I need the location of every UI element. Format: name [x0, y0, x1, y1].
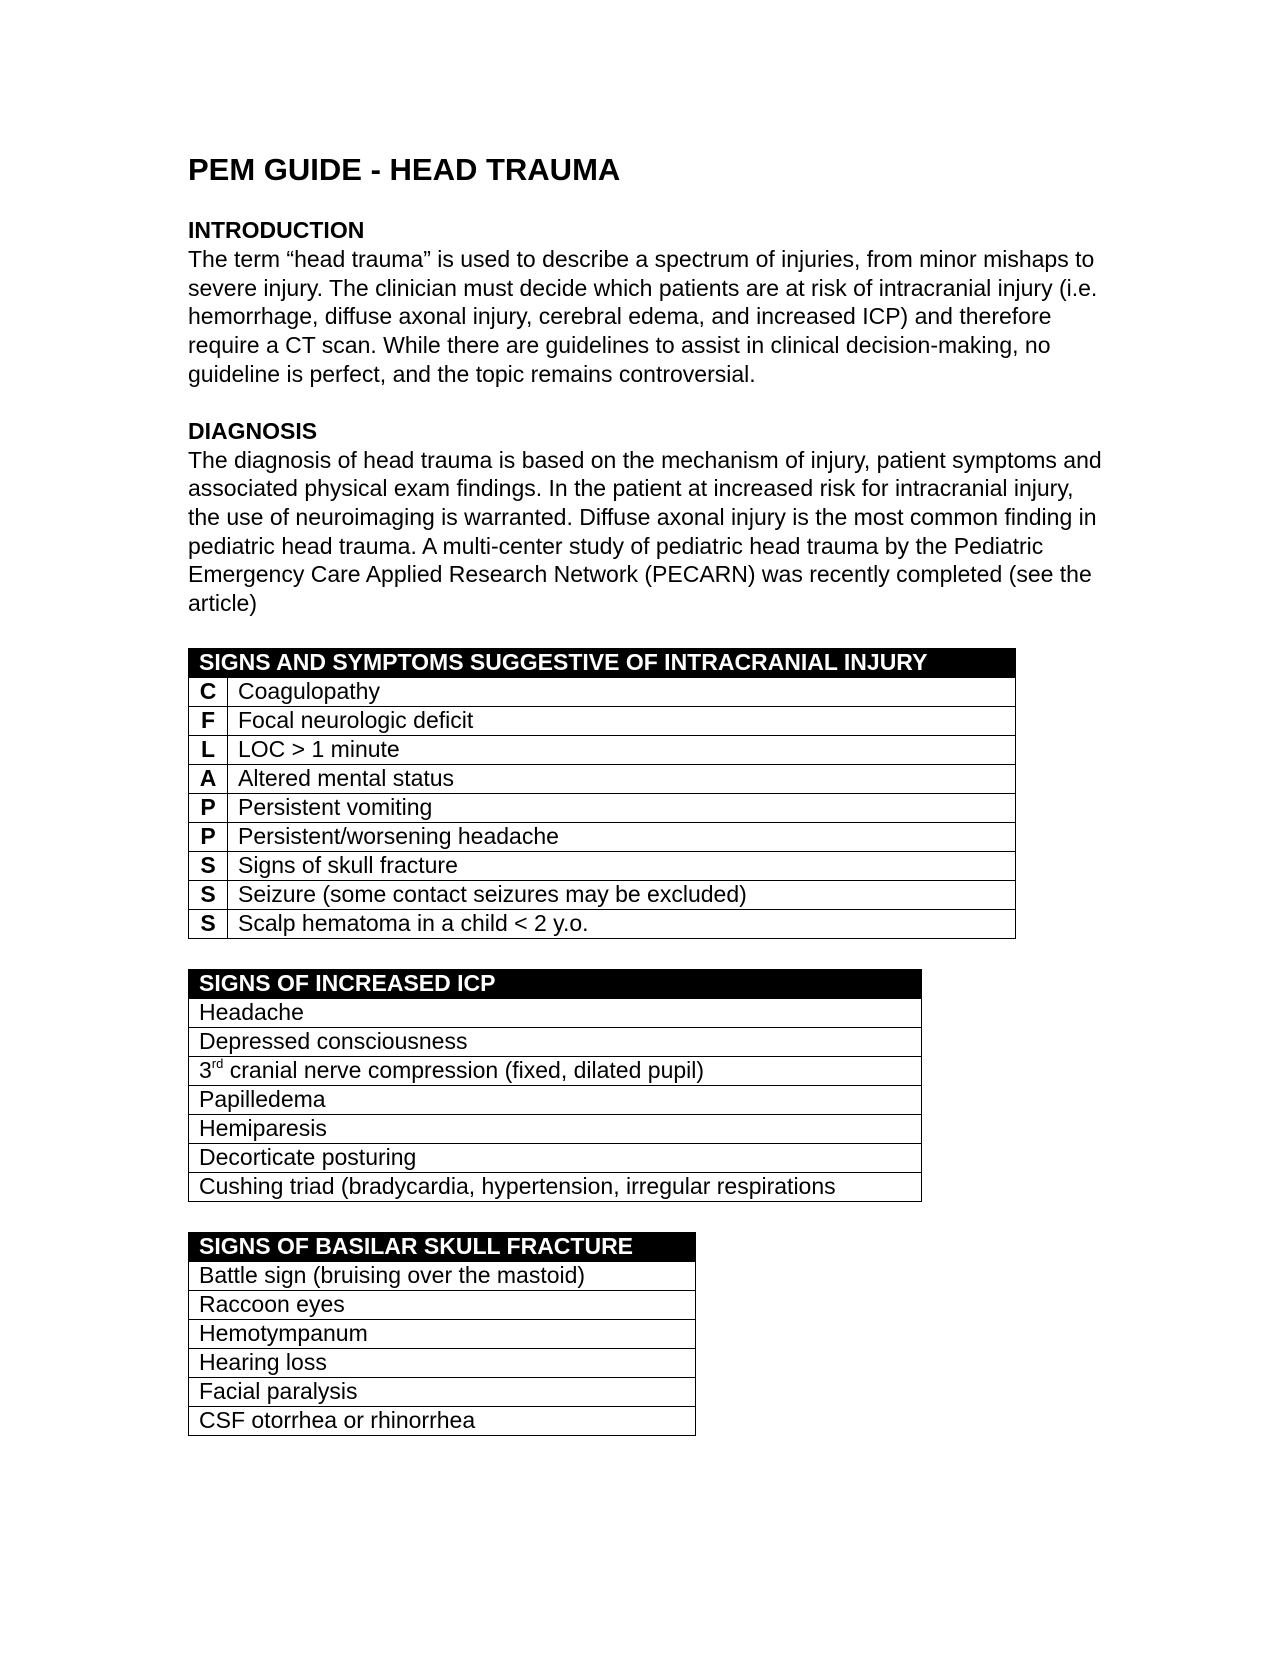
- table-cell: Persistent vomiting: [228, 793, 1016, 822]
- table-cell: Hemiparesis: [189, 1114, 922, 1143]
- ordinal-suffix: rd: [211, 1056, 224, 1072]
- table-row: [189, 1172, 922, 1201]
- introduction-heading: INTRODUCTION: [188, 217, 365, 243]
- table-row: [189, 1261, 696, 1290]
- mnemonic-letter: L: [189, 735, 228, 764]
- table-cell: Signs of skull fracture: [228, 851, 1016, 880]
- table-row: [189, 764, 1016, 793]
- cranial-nerve-text: cranial nerve compression (fixed, dilated pupil): [223, 1057, 705, 1084]
- basilar-skull-fracture-table: [188, 1232, 696, 1436]
- table-cell: Seizure (some contact seizures may be excluded): [228, 880, 1016, 909]
- table-cell: Papilledema: [189, 1085, 922, 1114]
- table-row: [189, 998, 922, 1027]
- table-header: SIGNS OF BASILAR SKULL FRACTURE: [189, 1232, 696, 1261]
- table-cell: [189, 1056, 922, 1085]
- table-cell: Depressed consciousness: [189, 1027, 922, 1056]
- table-cell: Coagulopathy: [228, 677, 1016, 706]
- diagnosis-text: The diagnosis of head trauma is based on the mechanism of injury, patient symptoms and associated physical exam findings. In the patient at increased risk for intracranial injury, the use of neuroimaging is warranted. Diffuse axonal injury is the most common finding in pediatric head trauma. A multi-center study of pediatric head trauma by the Pediatric Emergency Care Applied Research Network (PECARN) was recently completed (see the article): [188, 446, 1102, 617]
- page-title: PEM GUIDE - HEAD TRAUMA: [188, 152, 621, 187]
- table-row: [189, 822, 1016, 851]
- table-cell: Scalp hematoma in a child < 2 y.o.: [228, 909, 1016, 938]
- table-row: [189, 1406, 696, 1435]
- table-cell: Altered mental status: [228, 764, 1016, 793]
- table-header-row: [189, 648, 1016, 677]
- introduction-section: [188, 216, 1108, 389]
- table-row: [189, 1348, 696, 1377]
- table-cell: CSF otorrhea or rhinorrhea: [189, 1406, 696, 1435]
- table-row: [189, 1027, 922, 1056]
- mnemonic-letter: A: [189, 764, 228, 793]
- table-row: [189, 735, 1016, 764]
- table-cell: Battle sign (bruising over the mastoid): [189, 1261, 696, 1290]
- mnemonic-letter: P: [189, 793, 228, 822]
- table-header: SIGNS OF INCREASED ICP: [189, 969, 922, 998]
- table-row: [189, 1114, 922, 1143]
- introduction-text: The term “head trauma” is used to describe a spectrum of injuries, from minor mishaps to severe injury. The clinician must decide which patients are at risk of intracranial injury (i.e. hemorrhage, diffuse axonal injury, cerebral edema, and increased ICP) and therefore require a CT scan. While there are guidelines to assist in clinical decision-making, no guideline is perfect, and the topic remains controversial.: [188, 246, 1098, 387]
- diagnosis-section: [188, 417, 1108, 618]
- table-row: [189, 851, 1016, 880]
- table-header-row: [189, 969, 922, 998]
- table-header: SIGNS AND SYMPTOMS SUGGESTIVE OF INTRACRANIAL INJURY: [189, 648, 1016, 677]
- table-row: [189, 1319, 696, 1348]
- table-row: [189, 1056, 922, 1085]
- table-row: [189, 677, 1016, 706]
- table-cell: Headache: [189, 998, 922, 1027]
- table-row: [189, 880, 1016, 909]
- mnemonic-letter: S: [189, 851, 228, 880]
- mnemonic-letter: C: [189, 677, 228, 706]
- table-cell: Cushing triad (bradycardia, hypertension, irregular respirations: [189, 1172, 922, 1201]
- table-row: [189, 1143, 922, 1172]
- table-row: [189, 1377, 696, 1406]
- table-cell: Decorticate posturing: [189, 1143, 922, 1172]
- mnemonic-letter: S: [189, 909, 228, 938]
- table-row: [189, 706, 1016, 735]
- table-cell: LOC > 1 minute: [228, 735, 1016, 764]
- table-row: [189, 909, 1016, 938]
- table-cell: Facial paralysis: [189, 1377, 696, 1406]
- table-cell: Persistent/worsening headache: [228, 822, 1016, 851]
- table-cell: Hemotympanum: [189, 1319, 696, 1348]
- ordinal-number: 3: [199, 1057, 212, 1084]
- table-cell: Raccoon eyes: [189, 1290, 696, 1319]
- table-cell: Focal neurologic deficit: [228, 706, 1016, 735]
- table-row: [189, 1085, 922, 1114]
- diagnosis-heading: DIAGNOSIS: [188, 417, 318, 444]
- table-cell: Hearing loss: [189, 1348, 696, 1377]
- table-header-row: [189, 1232, 696, 1261]
- mnemonic-letter: P: [189, 822, 228, 851]
- mnemonic-letter: S: [189, 880, 228, 909]
- table-row: [189, 793, 1016, 822]
- mnemonic-letter: F: [189, 706, 228, 735]
- increased-icp-table: [188, 969, 922, 1202]
- document-page: [188, 150, 1108, 1436]
- intracranial-injury-table: [188, 648, 1016, 939]
- table-row: [189, 1290, 696, 1319]
